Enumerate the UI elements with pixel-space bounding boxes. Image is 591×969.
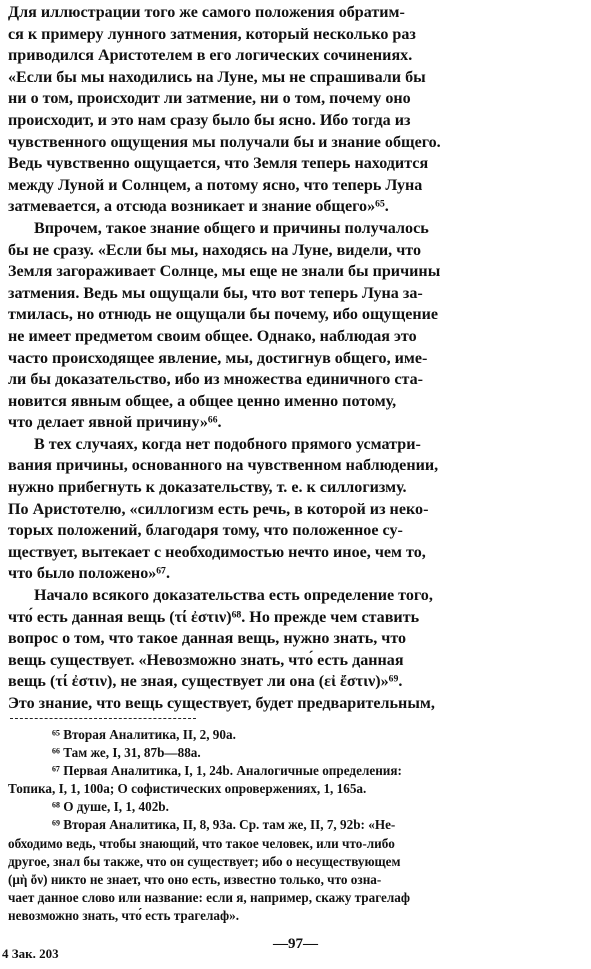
footnote-66: ⁶⁶ Там же, I, 31, 87b—88a. [52,745,201,761]
main-text [8,2,581,715]
footnote-line: обходимо ведь, чтобы знающий, что такое человек, или что-либо [8,835,395,851]
footnotes [8,726,581,925]
text-line: между Луной и Солнцем, а потому ясно, что теперь Луна [8,176,423,194]
paragraph-start-line: В тех случаях, когда нет подобного прямого усматри- [34,435,421,453]
printer-signature: 4 Зак. 203 [2,946,59,961]
text-line: ли бы доказательство, ибо из множества единичного ста- [8,371,423,389]
footnote-line: чает данное слово или название: если я, например, скажу трагелаф [8,889,410,905]
text-line: что делает явной причину»⁶⁶. [8,414,222,432]
footnote-line: невозможно знать, что́ есть трагелаф». [8,907,239,923]
footnote-line: другое, знал бы также, что он существует; ибо о несуществующем [8,853,401,869]
text-line: Для иллюстрации того же самого положения обратим- [8,4,405,21]
text-line: ни о том, происходит ли затмение, ни о том, почему оно [8,90,411,108]
footnote-65: ⁶⁵ Вторая Аналитика, II, 2, 90a. [52,727,236,742]
text-line: новится явным общее, а общее ценно именно потому, [8,392,397,410]
text-line: что́ есть данная вещь (τί ἐστιν)⁶⁸. Но прежде чем ставить [8,608,420,626]
text-line: приводился Аристотелем в его логических сочинениях. [8,47,413,65]
footnote-69: ⁶⁹ Вторая Аналитика, II, 8, 93a. Ср. там же, II, 7, 92b: «Не- [52,817,396,833]
paragraph-start-line: Впрочем, такое знание общего и причины получалось [34,219,429,237]
text-line: происходит, и это нам сразу было бы ясно. Ибо тогда из [8,111,411,129]
text-line: нужно прибегнуть к доказательству, т. е. к силлогизму. [8,479,407,497]
text-line: вещь существует. «Невозможно знать, что́ есть данная [8,651,404,669]
text-line: ся к примеру лунного затмения, который несколько раз [8,25,416,43]
text-line: вопрос о том, что такое данная вещь, нужно знать, что [8,630,407,648]
text-line: Ведь чувственно ощущается, что Земля теперь находится [8,155,429,173]
text-line: не имеет предметом своим общее. Однако, наблюдая это [8,327,417,345]
footnote-67: ⁶⁷ Первая Аналитика, I, 1, 24b. Аналогичные определения: [52,763,402,779]
footnote-line: (μὴ ὄν) никто не знает, что оно есть, известно только, что озна- [8,871,382,887]
text-line: вания причины, основанного на чувственном наблюдении, [8,457,439,475]
text-line: Земля загораживает Солнце, мы еще не знали бы причины [8,263,441,281]
footnote-68: ⁶⁸ О душе, I, 1, 402b. [52,799,169,815]
footnote-line: Топика, I, 1, 100a; О софистических опровержениях, 1, 165a. [8,781,367,797]
text-line: торых положений, благодаря тому, что положенное су- [8,522,403,540]
text-line: «Если бы мы находились на Луне, мы не спрашивали бы [8,68,426,86]
text-line: По Аристотелю, «силлогизм есть речь, в которой из неко- [8,500,429,518]
text-line: часто происходящее явление, мы, достигнув общего, име- [8,349,428,367]
text-line: бы не сразу. «Если бы мы, находясь на Луне, видели, что [8,241,422,259]
page-number: —97— [273,936,318,952]
text-line: затмения. Ведь мы ощущали бы, что вот теперь Луна за- [8,284,423,302]
footnote-separator [10,718,196,719]
text-line: затмевается, а отсюда возникает и знание общего»⁶⁵. [8,198,389,216]
text-line: ществует, вытекает с необходимостью нечто иное, чем то, [8,543,426,561]
text-line: Это знание, что вещь существует, будет предварительным, [8,695,435,712]
text-line: чувственного ощущения мы получали бы и знание общего. [8,133,441,151]
paragraph-start-line: Начало всякого доказательства есть определение того, [34,587,433,605]
text-line: тмилась, но отнюдь не ощущали бы почему, ибо ощущение [8,306,439,324]
text-line: вещь (τί ἐστιν), не зная, существует ли она (εἰ ἔστιν)»⁶⁹. [8,673,403,691]
text-line: что было положено»⁶⁷. [8,565,170,583]
